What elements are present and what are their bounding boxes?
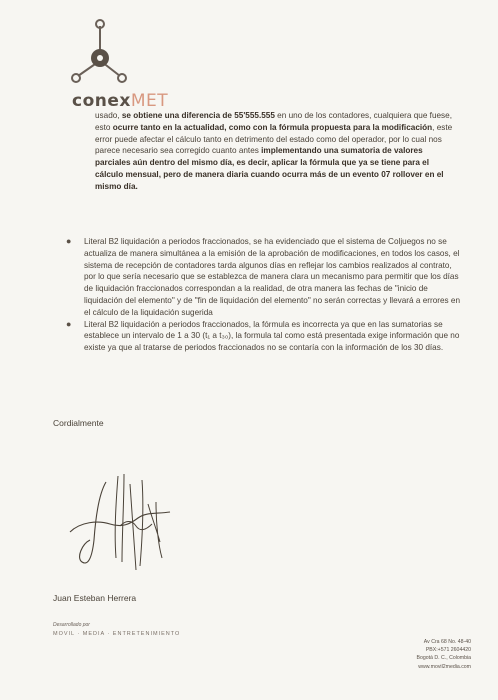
signer-name: Juan Esteban Herrera [53, 593, 137, 603]
company-logo [60, 14, 170, 111]
intro-segment: en uno de los contadores, cualquiera que fuese, esto [95, 111, 452, 132]
intro-segment: usado, [95, 111, 122, 120]
list-item [60, 236, 460, 319]
developer-label: Desarrollado por [53, 622, 90, 628]
logo-wordmark [72, 91, 168, 111]
intro-segment-bold: ocurre tanto en la actualidad, como con la fórmula propuesta para la modificación [112, 122, 433, 132]
address-phone: PBX:+571 2604420 [425, 647, 471, 654]
intro-paragraph [95, 110, 455, 193]
closing-salutation: Cordialmente [53, 418, 104, 428]
address-website: www.movil2media.com [418, 663, 471, 670]
intro-segment-bold: implementando una sumatoria de valores parciales aún dentro del mismo día, es decir, aplicar la fórmula que ya se tiene para el cálculo mensual, pero de manera diaria cuando ocurra más de un evento 07 rollover en el mismo día. [95, 146, 444, 191]
intro-segment-bold: se obtiene una diferencia de 55'555.555 [121, 111, 275, 120]
developer-credit [53, 622, 180, 637]
list-item [60, 319, 460, 354]
address-city: Bogotá D. C., Colombia [416, 655, 471, 662]
intro-segment: , este error puede afectar el cálculo tanto en detrimento del estado como del operador, por lo cual nos parece necesario sea corregido cuanto antes [95, 122, 453, 156]
logo-mark-icon [60, 14, 170, 94]
developer-company: MOVIL · MEDIA · ENTRETENIMIENTO [53, 631, 181, 637]
logo-wordmark-part1: conex [72, 91, 131, 111]
address-line: Av Cra 68 No. 48-40 [423, 639, 471, 645]
logo-wordmark-part2: MET [130, 91, 169, 111]
signature-drawing [60, 462, 190, 582]
bullet-icon: ● [66, 318, 72, 329]
company-address [417, 638, 472, 671]
list-item-text: Literal B2 liquidación a periodos fraccionados, se ha evidenciado que el sistema de Coljuegos no se actualiza de manera simultánea a la emisión de la aprobación de modificaciones, en todos los casos, el sistema de recepción de contadores tarda algunos días en reflejar los cambios realizados al contrato, por lo que sería necesario que se establezca de manera clara un mecanismo para permitir que los días de liquidación fraccionados correspondan a la realidad, de otra manera las fechas de "inicio de liquidación del elemento" y de "fin de liquidación del elemento" no serán correctas y llevará a errores en el cálculo de la liquidación sugerida [84, 237, 461, 317]
observation-list [60, 236, 460, 354]
list-item-text: Literal B2 liquidación a periodos fraccionados, la fórmula es incorrecta ya que en las sumatorias se establece un intervalo de 1 a 30 (t₁ a t₃₀), la formula tal como está presentada exige información que no existe ya que al tratarse de periodos fraccionados no se contaría con la información de los 30 días. [84, 319, 460, 353]
bullet-icon: ● [66, 236, 72, 246]
